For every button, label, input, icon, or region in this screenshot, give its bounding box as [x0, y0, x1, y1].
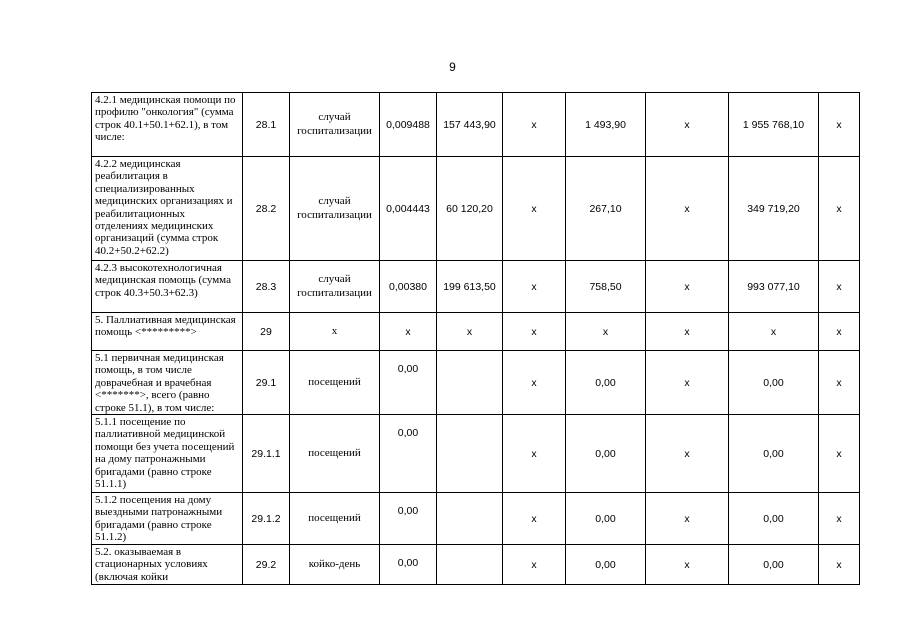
row-value-c7: х: [819, 157, 860, 261]
row-line-number: 28.3: [243, 261, 290, 313]
row-value-c5: х: [646, 313, 729, 351]
row-unit: случай госпитализации: [290, 261, 380, 313]
row-value-c7: х: [819, 351, 860, 415]
table-row: [92, 261, 860, 313]
row-name: 5.1 первичная медицинская помощь, в том числе доврачебная и врачебная <*******>, всего (равно строке 51.1), в том числе:: [92, 351, 243, 415]
table-row: [92, 351, 860, 415]
row-value-c6: 0,00: [729, 493, 819, 545]
row-line-number: 29: [243, 313, 290, 351]
table-row: [92, 157, 860, 261]
row-value-c1: 0,00380: [380, 261, 437, 313]
row-value-c4: 0,00: [566, 351, 646, 415]
row-value-c7: х: [819, 93, 860, 157]
row-value-c1: 0,00: [380, 545, 437, 585]
row-unit: посещений: [290, 493, 380, 545]
row-value-c1: х: [380, 313, 437, 351]
row-value-c7: х: [819, 261, 860, 313]
row-value-c5: х: [646, 415, 729, 493]
row-value-c2: 199 613,50: [437, 261, 503, 313]
row-line-number: 28.2: [243, 157, 290, 261]
row-value-c2: 157 443,90: [437, 93, 503, 157]
row-value-c5: х: [646, 93, 729, 157]
row-value-c5: х: [646, 261, 729, 313]
row-value-c3: х: [503, 415, 566, 493]
row-value-c4: 1 493,90: [566, 93, 646, 157]
row-value-c3: х: [503, 313, 566, 351]
row-value-c3: х: [503, 493, 566, 545]
row-name: 5.2. оказываемая в стационарных условиях (включая койки: [92, 545, 243, 585]
row-line-number: 29.1.1: [243, 415, 290, 493]
table-row: [92, 545, 860, 585]
table-row: [92, 415, 860, 493]
row-name: 5. Паллиативная медицинская помощь <*********>: [92, 313, 243, 351]
row-unit: х: [290, 313, 380, 351]
row-value-c6: 0,00: [729, 415, 819, 493]
row-value-c5: х: [646, 157, 729, 261]
row-value-c3: х: [503, 351, 566, 415]
row-value-c2: [437, 351, 503, 415]
row-value-c4: 0,00: [566, 545, 646, 585]
row-value-c1: 0,00: [380, 415, 437, 493]
row-value-c5: х: [646, 545, 729, 585]
row-value-c6: 0,00: [729, 351, 819, 415]
row-unit: койко-день: [290, 545, 380, 585]
row-value-c3: х: [503, 93, 566, 157]
row-value-c1: 0,004443: [380, 157, 437, 261]
page-number: 9: [449, 60, 456, 74]
row-value-c3: х: [503, 157, 566, 261]
row-value-c4: 0,00: [566, 415, 646, 493]
row-line-number: 29.1.2: [243, 493, 290, 545]
row-line-number: 28.1: [243, 93, 290, 157]
row-value-c1: 0,009488: [380, 93, 437, 157]
row-value-c6: 349 719,20: [729, 157, 819, 261]
row-value-c2: [437, 415, 503, 493]
row-value-c3: х: [503, 545, 566, 585]
row-value-c1: 0,00: [380, 351, 437, 415]
row-unit: посещений: [290, 351, 380, 415]
row-value-c7: х: [819, 415, 860, 493]
row-name: 4.2.1 медицинская помощи по профилю "онкология" (сумма строк 40.1+50.1+62.1), в том числе:: [92, 93, 243, 157]
row-value-c7: х: [819, 545, 860, 585]
row-unit: посещений: [290, 415, 380, 493]
row-name: 4.2.3 высокотехнологичная медицинская помощь (сумма строк 40.3+50.3+62.3): [92, 261, 243, 313]
row-unit: случай госпитализации: [290, 157, 380, 261]
row-value-c2: 60 120,20: [437, 157, 503, 261]
row-value-c6: 1 955 768,10: [729, 93, 819, 157]
row-line-number: 29.2: [243, 545, 290, 585]
row-value-c6: 993 077,10: [729, 261, 819, 313]
row-value-c6: 0,00: [729, 545, 819, 585]
row-value-c2: [437, 545, 503, 585]
table-row: [92, 313, 860, 351]
row-value-c5: х: [646, 493, 729, 545]
row-value-c3: х: [503, 261, 566, 313]
row-value-c2: х: [437, 313, 503, 351]
row-name: 5.1.2 посещения на дому выездными патронажными бригадами (равно строке 51.1.2): [92, 493, 243, 545]
row-value-c7: х: [819, 493, 860, 545]
row-value-c2: [437, 493, 503, 545]
row-name: 5.1.1 посещение по паллиативной медицинской помощи без учета посещений на дому патронажными бригадами (равно строке 51.1.1): [92, 415, 243, 493]
row-value-c4: 0,00: [566, 493, 646, 545]
row-name: 4.2.2 медицинская реабилитация в специализированных медицинских организациях и реабилитационных отделениях медицинских организаций (сумма строк 40.2+50.2+62.2): [92, 157, 243, 261]
table-row: [92, 93, 860, 157]
data-table: [91, 92, 860, 585]
row-value-c5: х: [646, 351, 729, 415]
row-value-c7: х: [819, 313, 860, 351]
table-row: [92, 493, 860, 545]
row-value-c4: 758,50: [566, 261, 646, 313]
row-unit: случай госпитализации: [290, 93, 380, 157]
row-value-c1: 0,00: [380, 493, 437, 545]
row-value-c4: 267,10: [566, 157, 646, 261]
row-value-c4: х: [566, 313, 646, 351]
row-value-c6: х: [729, 313, 819, 351]
row-line-number: 29.1: [243, 351, 290, 415]
